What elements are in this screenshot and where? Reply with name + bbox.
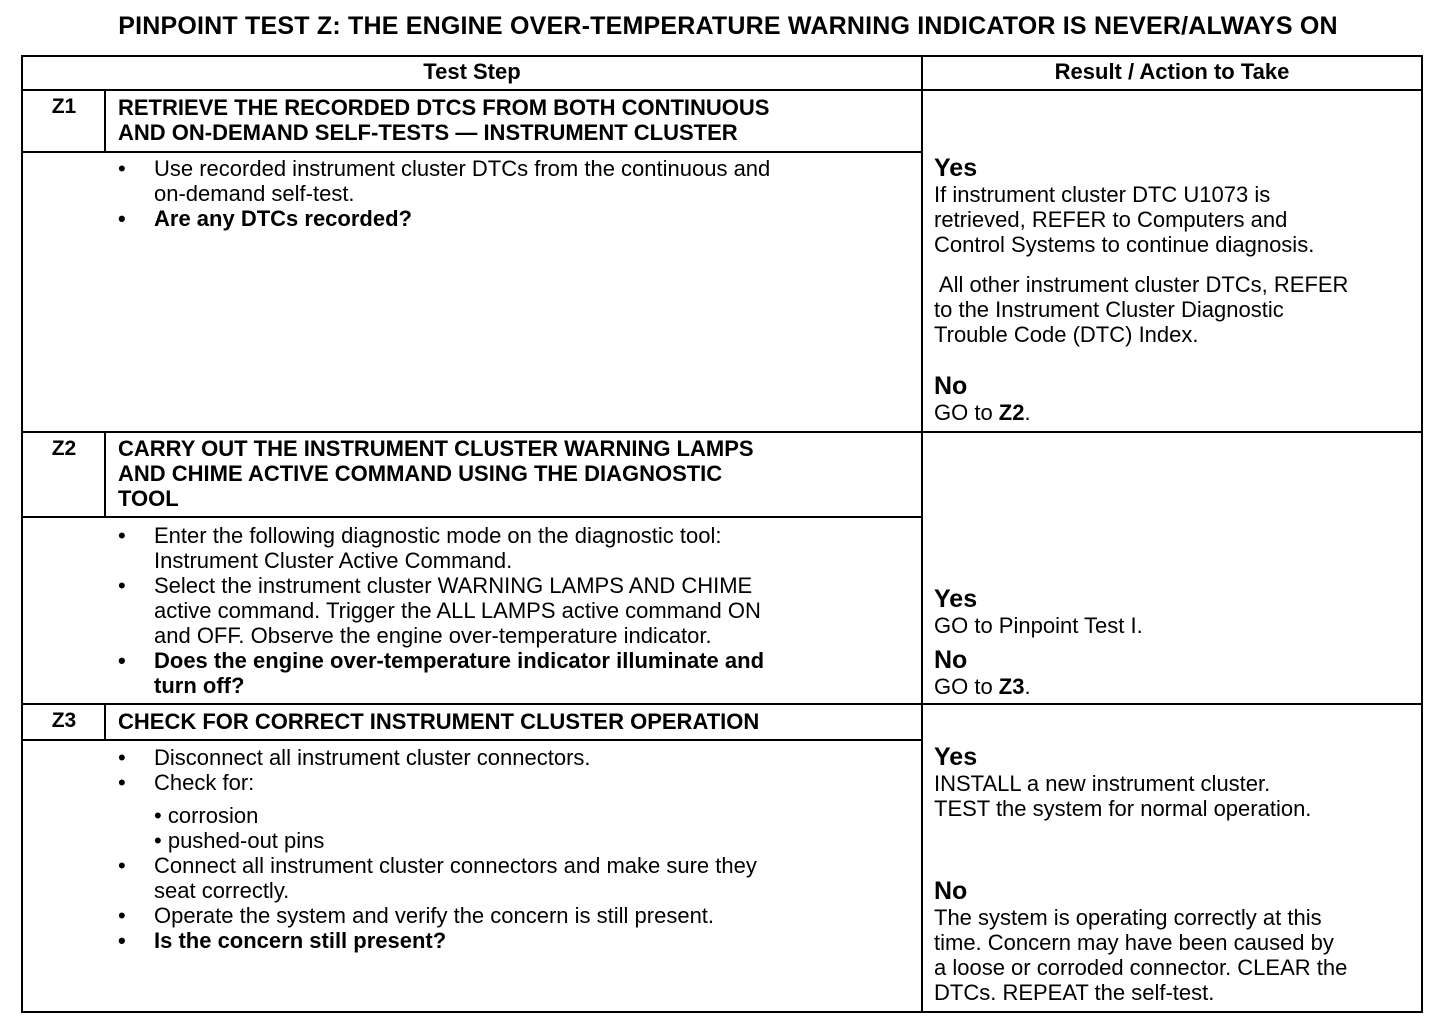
list-item: • Is the concern still present? [118, 928, 447, 953]
page-title: PINPOINT TEST Z: THE ENGINE OVER-TEMPERATURE WARNING INDICATOR IS NEVER/ALWAYS ON [118, 12, 1338, 40]
list-item: • Check for: • corrosion • pushed-out pins [118, 770, 757, 853]
table-border-top [22, 55, 1423, 57]
list-item: • Disconnect all instrument cluster connectors. [118, 745, 591, 770]
z2-title-divider [22, 516, 922, 518]
step-body-z2 [118, 523, 764, 698]
list-item: • Enter the following diagnostic mode on the diagnostic tool: Instrument Cluster Active Command. [118, 523, 722, 573]
list-item: • Use recorded instrument cluster DTCs from the continuous and on-demand self-test. [118, 156, 771, 206]
step-id-z2: Z2 [51, 437, 77, 460]
step-body-z1 [118, 156, 770, 231]
list-item: • Select the instrument cluster WARNING LAMPS AND CHIME active command. Trigger the ALL LAMPS active command ON and OFF. Observe the engine over-temperature indicator. [118, 573, 761, 648]
yes-label: Yes [934, 585, 978, 613]
step-id-z1: Z1 [51, 95, 77, 118]
list-item: • Operate the system and verify the concern is still present. [118, 903, 715, 928]
table-border-right [1421, 55, 1423, 1013]
step-title-z3: CHECK FOR CORRECT INSTRUMENT CLUSTER OPERATION [118, 709, 760, 734]
z1-title-divider [22, 151, 922, 153]
no-label: No [934, 877, 968, 905]
result-z2: Yes GO to Pinpoint Test I. No GO to Z3. [934, 585, 1143, 699]
sub-list-item: • pushed-out pins [154, 828, 325, 853]
header-divider [22, 89, 1423, 91]
table-border-left [21, 55, 23, 1013]
no-label: No [934, 372, 968, 400]
list-item: • Are any DTCs recorded? [118, 206, 412, 231]
header-result: Result / Action to Take [1054, 59, 1290, 84]
list-item: • Does the engine over-temperature indicator illuminate and turn off? [118, 648, 765, 698]
no-label: No [934, 646, 968, 674]
step-title-z1: RETRIEVE THE RECORDED DTCS FROM BOTH CONTINUOUS AND ON-DEMAND SELF-TESTS — INSTRUMENT CLUSTER [118, 95, 770, 145]
result-z3: Yes INSTALL a new instrument cluster. TEST the system for normal operation. No The system is operating correctly at this time. Concern may have been caused by a loose or corroded connector. CLEAR the DTCs. REPEAT the self-test. [934, 743, 1348, 1005]
step-title-z2: CARRY OUT THE INSTRUMENT CLUSTER WARNING LAMPS AND CHIME ACTIVE COMMAND USING THE DIAGNOSTIC TOOL [118, 436, 754, 511]
column-divider [921, 55, 923, 1013]
sub-list-item: • corrosion [154, 803, 259, 828]
yes-label: Yes [934, 154, 978, 182]
list-item: • Connect all instrument cluster connectors and make sure they seat correctly. [118, 853, 757, 903]
yes-label: Yes [934, 743, 978, 771]
step-id-z3: Z3 [51, 709, 77, 732]
header-test-step: Test Step [423, 59, 521, 84]
table-border-bottom [22, 1011, 1423, 1013]
result-z1: Yes If instrument cluster DTC U1073 is retrieved, REFER to Computers and Control Systems to continue diagnosis. All other instrument cluster DTCs, REFER to the Instrument Cluster Diagnostic Trouble Code (DTC) Index. No GO to Z2. [934, 154, 1349, 425]
step-body-z3 [118, 745, 757, 953]
row-divider-z2 [22, 431, 1423, 433]
row-divider-z3 [22, 703, 1423, 705]
z3-title-divider [22, 739, 922, 741]
